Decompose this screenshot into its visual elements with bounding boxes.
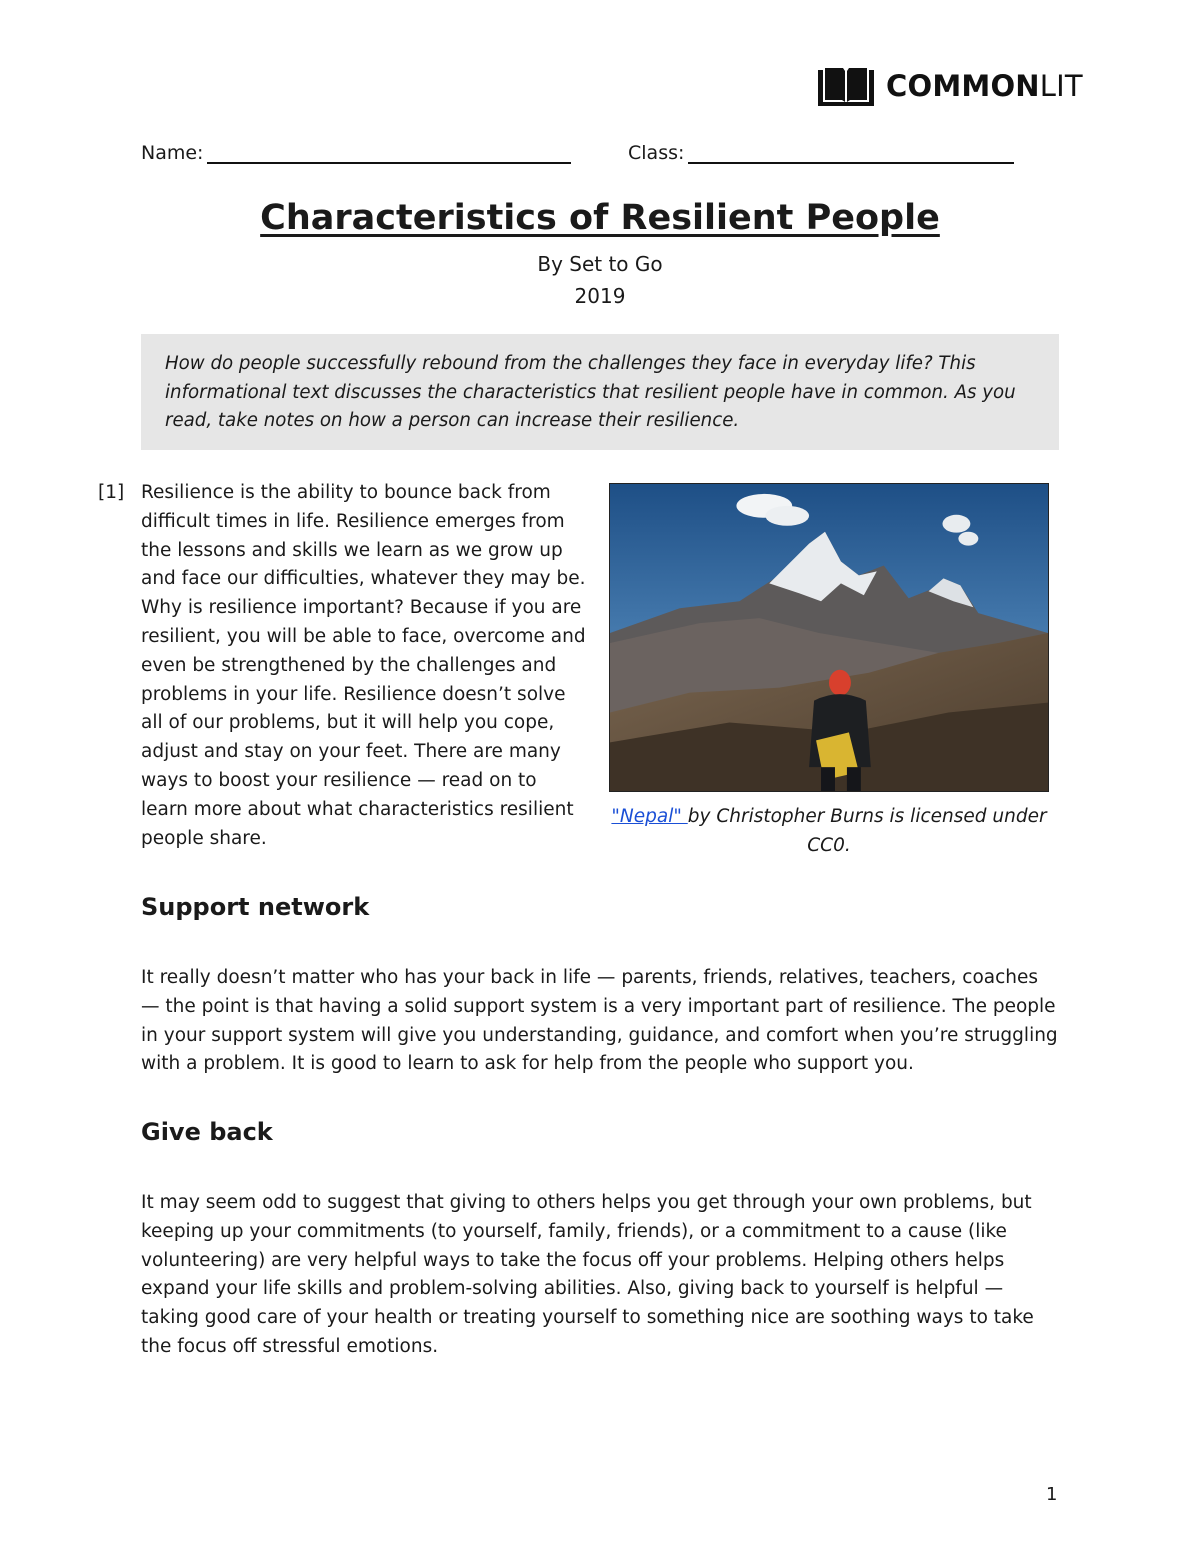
nepal-photo [609, 483, 1049, 792]
caption-text: by Christopher Burns is licensed under CC0. [687, 806, 1047, 856]
byline: By Set to Go [537, 252, 663, 276]
class-line[interactable] [688, 140, 1014, 164]
name-line[interactable] [207, 140, 571, 164]
section-text-support-network: It really doesn’t matter who has your back in life — parents, friends, relatives, teachers, coaches — the point is that having a solid support system is a very important part of resilience. The people in your support system will give you understanding, guidance, and comfort when you’re struggling with a problem. It is good to learn to ask for help from the people who support you. [141, 967, 1058, 1075]
commonlit-logo [818, 66, 1083, 106]
class-field[interactable] [628, 140, 1014, 164]
open-book-icon [818, 66, 874, 106]
class-label: Class: [628, 142, 685, 164]
name-label: Name: [141, 142, 204, 164]
publication-year: 2019 [574, 284, 626, 308]
photo-caption [605, 803, 1053, 860]
section-heading-give-back: Give back [141, 1118, 273, 1146]
brand-name: COMMONLIT [886, 69, 1083, 103]
name-field[interactable] [141, 140, 571, 164]
paragraph-number: [1] [98, 482, 125, 503]
section-heading-support-network: Support network [141, 893, 370, 921]
page-number: 1 [1046, 1484, 1058, 1505]
paragraph-1: Resilience is the ability to bounce back from difficult times in life. Resilience emerges from the lessons and skills we learn as we grow up and face our difficulties, whatever they may be. Why is resilience important? Because if you are resilient, you will be able to face, overcome and even be strengthened by the challenges and problems in your life. Resilience doesn’t solve all of our problems, but it will help you cope, adjust and stay on your feet. There are many ways to boost your resilience — read on to learn more about what characteristics resilient people share. [141, 482, 586, 849]
intro-box: How do people successfully rebound from the challenges they face in everyday life? This informational text discusses the characteristics that resilient people have in common. As you read, take notes on how a person can increase their resilience. [141, 334, 1059, 450]
page-title: Characteristics of Resilient People [260, 198, 940, 238]
photo-source-link[interactable]: "Nepal" [611, 806, 688, 827]
section-text-give-back: It may seem odd to suggest that giving to others helps you get through your own problems, but keeping up your commitments (to yourself, family, friends), or a commitment to a cause (like volunteering) are very helpful ways to take the focus off your problems. Helping others helps expand your life skills and problem-solving abilities. Also, giving back to yourself is helpful — taking good care of your health or treating yourself to something nice are soothing ways to take the focus off stressful emotions. [141, 1192, 1034, 1357]
